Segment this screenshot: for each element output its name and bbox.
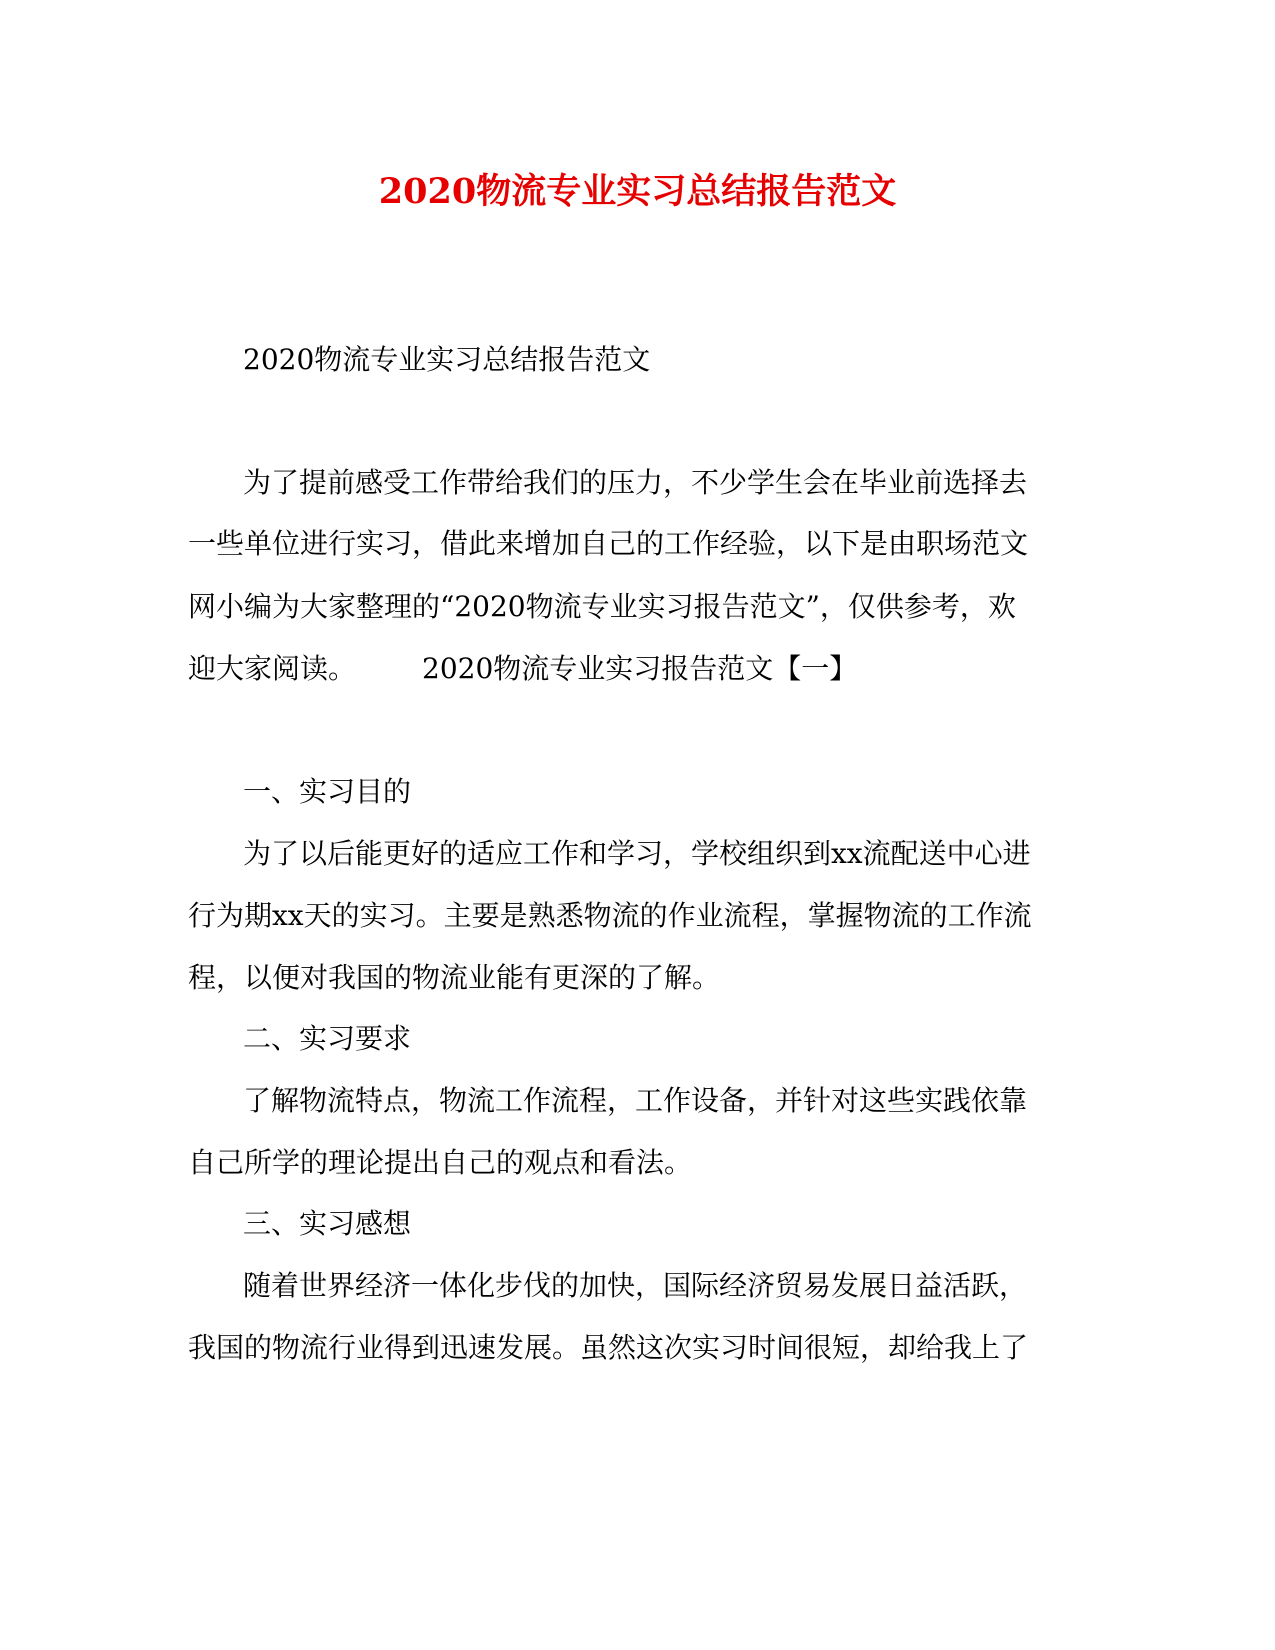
section-1-heading: 一、实习目的 [243,775,412,808]
document-subtitle: 2020物流专业实习总结报告范文 [243,343,651,376]
section-1-line-2: 行为期xx天的实习。主要是熟悉物流的作业流程，掌握物流的工作流 [188,899,1032,932]
section-2-heading: 二、实习要求 [243,1022,412,1055]
section-1-line-3: 程，以便对我国的物流业能有更深的了解。 [188,961,721,994]
intro-line-1: 为了提前感受工作带给我们的压力，不少学生会在毕业前选择去 [243,466,1028,499]
intro-line-4 [188,649,857,689]
intro-line-2: 一些单位进行实习，借此来增加自己的工作经验，以下是由职场范文 [188,527,1029,560]
section-2-line-2: 自己所学的理论提出自己的观点和看法。 [188,1146,693,1179]
section-3-line-2: 我国的物流行业得到迅速发展。虽然这次实习时间很短，却给我上了 [188,1331,1029,1364]
section-label-one: 2020物流专业实习报告范文【一】 [422,652,858,685]
section-3-line-1: 随着世界经济一体化步伐的加快，国际经济贸易发展日益活跃， [243,1269,1028,1302]
section-1-line-1: 为了以后能更好的适应工作和学习，学校组织到xx流配送中心进 [243,837,1031,870]
document-title: 2020物流专业实习总结报告范文 [378,171,897,212]
section-2-line-1: 了解物流特点，物流工作流程，工作设备，并针对这些实践依靠 [243,1084,1028,1117]
intro-line-4-text: 迎大家阅读。 [188,652,357,685]
section-3-heading: 三、实习感想 [243,1207,412,1240]
intro-line-3: 网小编为大家整理的“2020物流专业实习报告范文”，仅供参考，欢 [188,590,1016,623]
